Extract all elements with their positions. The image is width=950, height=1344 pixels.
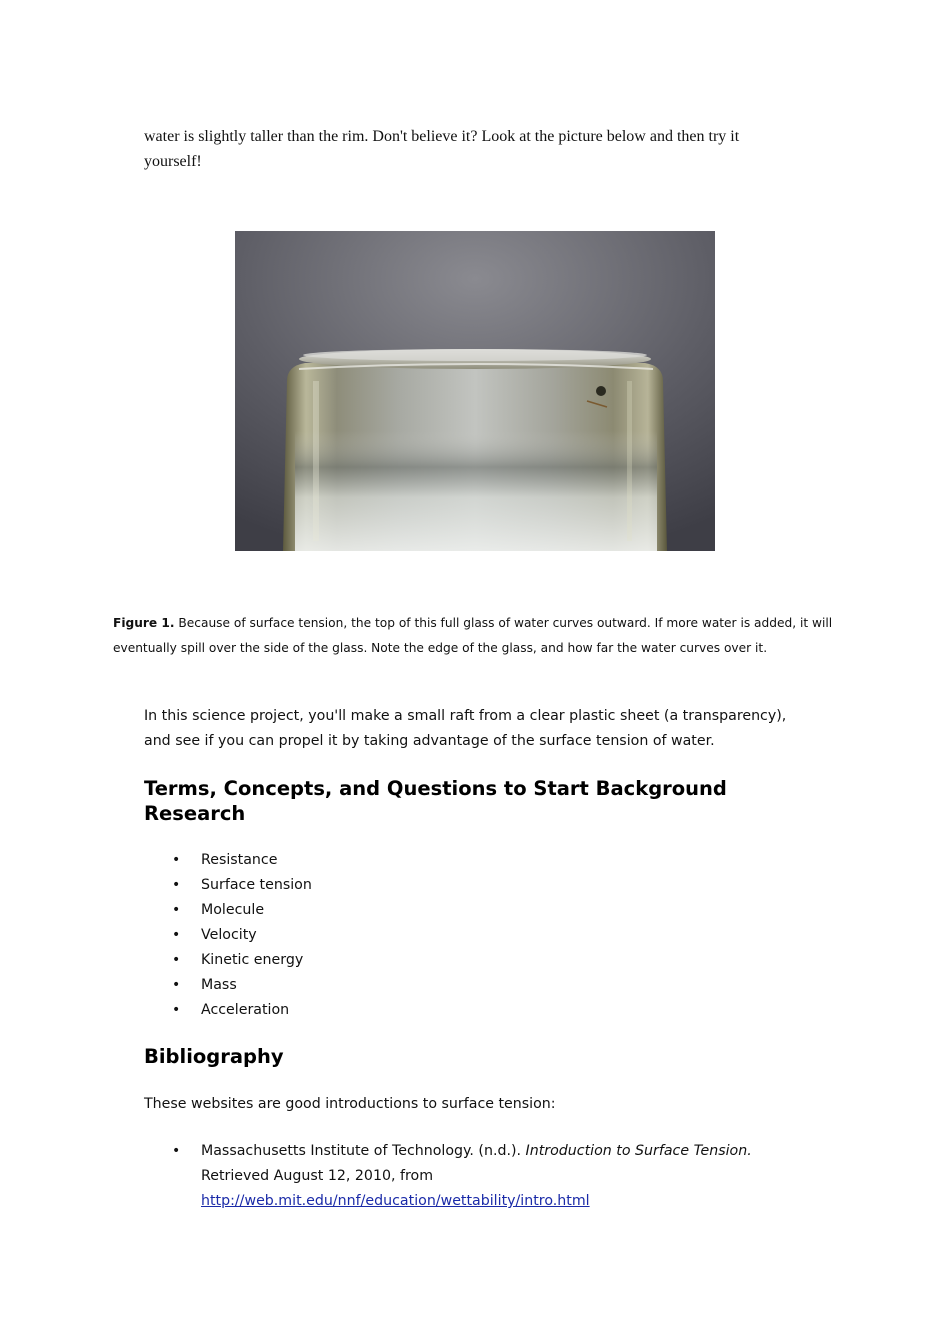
list-item-label: Resistance <box>201 852 278 868</box>
project-paragraph: In this science project, you'll make a small raft from a clear plastic sheet (a transparency), and see if you can propel it by taking advantage of the surface tension of water. <box>144 708 787 749</box>
bibliography-intro: These websites are good introductions to surface tension: <box>144 1096 556 1112</box>
bullet-icon: • <box>172 1143 181 1159</box>
list-item-label: Acceleration <box>201 1002 290 1018</box>
list-item <box>172 873 312 898</box>
glass-of-water-photo <box>235 231 715 551</box>
list-item-label: Kinetic energy <box>201 952 304 968</box>
figure-caption <box>113 611 843 661</box>
terms-heading: Terms, Concepts, and Questions to Start Background Research <box>144 777 727 825</box>
intro-paragraph: water is slightly taller than the rim. Don't believe it? Look at the picture below and then try it yourself! <box>144 128 740 170</box>
bullet-icon: • <box>172 927 181 943</box>
bibliography-entry <box>172 1139 792 1214</box>
list-item <box>172 973 312 998</box>
list-item-label: Mass <box>201 977 237 993</box>
bullet-icon: • <box>172 952 181 968</box>
citation-title: Introduction to Surface Tension. <box>525 1143 752 1159</box>
bullet-icon: • <box>172 1002 181 1018</box>
list-item <box>172 898 312 923</box>
list-item-label: Molecule <box>201 902 265 918</box>
glass-photo-illustration <box>235 231 715 551</box>
citation-author: Massachusetts Institute of Technology. (n.d.). <box>201 1143 526 1159</box>
terms-list <box>172 848 312 1023</box>
bullet-icon: • <box>172 877 181 893</box>
bullet-icon: • <box>172 852 181 868</box>
bullet-icon: • <box>172 977 181 993</box>
figure-caption-text: Because of surface tension, the top of this full glass of water curves outward. If more water is added, it will eventually spill over the side of the glass. Note the edge of the glass, and how far the water curves over it. <box>113 616 833 655</box>
list-item-label: Velocity <box>201 927 257 943</box>
list-item <box>172 848 312 873</box>
list-item <box>172 923 312 948</box>
list-item <box>172 998 312 1023</box>
bibliography-heading: Bibliography <box>144 1045 284 1068</box>
list-item-label: Surface tension <box>201 877 312 893</box>
citation-retrieved: Retrieved August 12, 2010, from <box>201 1168 434 1184</box>
figure-label: Figure 1. <box>113 616 175 630</box>
bullet-icon: • <box>172 902 181 918</box>
list-item <box>172 948 312 973</box>
citation-link[interactable]: http://web.mit.edu/nnf/education/wettability/intro.html <box>201 1193 590 1209</box>
